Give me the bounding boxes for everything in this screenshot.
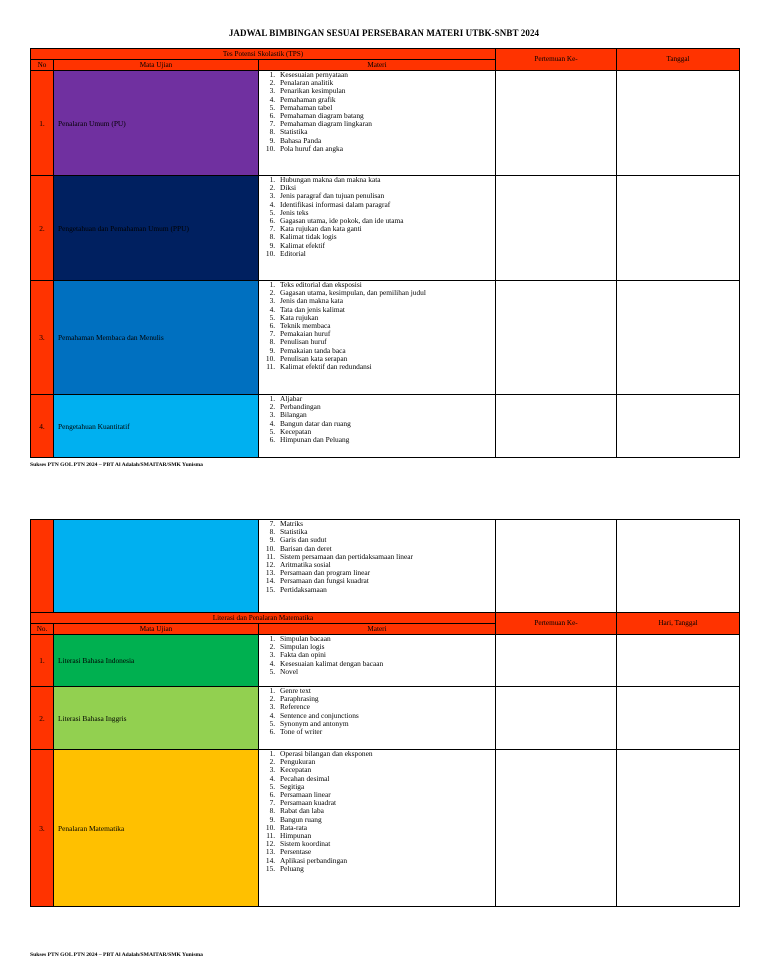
list-item: 2. Penalaran analitik xyxy=(277,79,495,87)
material-list-cell xyxy=(259,520,496,613)
meeting-cell xyxy=(496,71,617,176)
date-cell xyxy=(617,750,740,907)
list-item: 3. Bilangan xyxy=(277,411,495,419)
list-item: 5. Pemahaman tabel xyxy=(277,104,495,112)
list-item: 2. Diksi xyxy=(277,184,495,192)
table-row xyxy=(31,750,740,907)
list-item: 11. Sistem persamaan dan pertidaksamaan linear xyxy=(277,553,495,561)
list-item: 2. Simpulan logis xyxy=(277,643,495,651)
material-list-cell xyxy=(259,750,496,907)
list-item: 8. Penulisan huruf xyxy=(277,338,495,346)
subject-cell: Pemahaman Membaca dan Menulis xyxy=(54,281,259,395)
list-item: 6. Persamaan linear xyxy=(277,791,495,799)
list-item: 15. Peluang xyxy=(277,865,495,873)
list-item: 8. Statistika xyxy=(277,128,495,136)
list-item: 7. Kata rujukan dan kata ganti xyxy=(277,225,495,233)
list-item: 5. Kecepatan xyxy=(277,428,495,436)
list-item: 1. Aljabar xyxy=(277,395,495,403)
date-cell xyxy=(617,71,740,176)
date-cell xyxy=(617,395,740,458)
list-item: 5. Kata rujukan xyxy=(277,314,495,322)
meeting-cell xyxy=(496,687,617,750)
list-item: 10. Pola huruf dan angka xyxy=(277,145,495,153)
material-list-cell xyxy=(259,176,496,281)
list-item: 9. Kalimat efektif xyxy=(277,242,495,250)
list-item: 6. Pemahaman diagram batang xyxy=(277,112,495,120)
list-item: 9. Bangun ruang xyxy=(277,816,495,824)
list-item: 4. Identifikasi informasi dalam paragraf xyxy=(277,201,495,209)
list-item: 13. Persamaan dan program linear xyxy=(277,569,495,577)
date-column-header: Hari, Tanggal xyxy=(617,613,740,635)
table-row xyxy=(31,395,740,458)
list-item: 1. Teks editorial dan eksposisi xyxy=(277,281,495,289)
no-column-header: No xyxy=(31,60,54,71)
list-item: 1. Simpulan bacaan xyxy=(277,635,495,643)
lpm-section-header: Literasi dan Penalaran Matematika xyxy=(31,613,496,624)
row-number-cell: 3. xyxy=(31,750,54,907)
list-item: 10. Penulisan kata serapan xyxy=(277,355,495,363)
list-item: 3. Reference xyxy=(277,703,495,711)
list-item: 9. Pemakaian tanda baca xyxy=(277,347,495,355)
page-footer: Sukses PTN GOL PTN 2024 – PBT Al Adalah/SMAITAR/SMK Yunisma xyxy=(30,462,203,468)
row-number-cell: 1. xyxy=(31,71,54,176)
list-item: 4. Bangun datar dan ruang xyxy=(277,420,495,428)
meeting-column-header: Pertemuan Ke- xyxy=(496,613,617,635)
material-list-cell xyxy=(259,395,496,458)
list-item: 3. Penarikan kesimpulan xyxy=(277,87,495,95)
table-row xyxy=(31,71,740,176)
row-number-cell: 4. xyxy=(31,395,54,458)
list-item: 2. Pengukuran xyxy=(277,758,495,766)
list-item: 10. Barisan dan deret xyxy=(277,545,495,553)
subject-cell: Pengetahuan Kuantitatif xyxy=(54,395,259,458)
list-item: 14. Aplikasi perbandingan xyxy=(277,857,495,865)
list-item: 4. Pemahaman grafik xyxy=(277,96,495,104)
table-row xyxy=(31,176,740,281)
list-item: 6. Himpunan dan Peluang xyxy=(277,436,495,444)
list-item: 12. Sistem koordinat xyxy=(277,840,495,848)
meeting-cell xyxy=(496,176,617,281)
list-item: 1. Genre text xyxy=(277,687,495,695)
table-row xyxy=(31,687,740,750)
list-item: 4. Sentence and conjunctions xyxy=(277,712,495,720)
subject-cell: Penalaran Umum (PU) xyxy=(54,71,259,176)
row-number-cell: 2. xyxy=(31,687,54,750)
material-list-cell xyxy=(259,687,496,750)
subject-column-header: Mata Ujian xyxy=(54,60,259,71)
list-item: 8. Kalimat tidak logis xyxy=(277,233,495,241)
list-item: 10. Editorial xyxy=(277,250,495,258)
page-footer: Sukses PTN GOL PTN 2024 – PBT Al Adalah/SMAITAR/SMK Yunisma xyxy=(30,952,203,958)
list-item: 5. Novel xyxy=(277,668,495,676)
list-item: 9. Garis dan sudut xyxy=(277,536,495,544)
list-item: 8. Rabat dan laba xyxy=(277,807,495,815)
list-item: 5. Jenis teks xyxy=(277,209,495,217)
list-item: 6. Tone of writer xyxy=(277,728,495,736)
meeting-cell xyxy=(496,281,617,395)
list-item: 5. Synonym and antonym xyxy=(277,720,495,728)
list-item: 6. Teknik membaca xyxy=(277,322,495,330)
no-column-header: No. xyxy=(31,624,54,635)
meeting-column-header: Pertemuan Ke- xyxy=(496,49,617,71)
list-item: 6. Gagasan utama, ide pokok, dan ide utama xyxy=(277,217,495,225)
list-item: 4. Tata dan jenis kalimat xyxy=(277,306,495,314)
list-item: 10. Rata-rata xyxy=(277,824,495,832)
list-item: 4. Kesesuaian kalimat dengan bacaan xyxy=(277,660,495,668)
tps-schedule-table xyxy=(30,48,740,458)
meeting-cell xyxy=(496,520,617,613)
table-row xyxy=(31,635,740,687)
list-item: 2. Perbandingan xyxy=(277,403,495,411)
material-column-header: Materi xyxy=(259,624,496,635)
list-item: 1. Operasi bilangan dan eksponen xyxy=(277,750,495,758)
subject-cell: Literasi Bahasa Indonesia xyxy=(54,635,259,687)
row-number-cell: 2. xyxy=(31,176,54,281)
subject-cell xyxy=(54,520,259,613)
list-item: 9. Bahasa Panda xyxy=(277,137,495,145)
list-item: 12. Aritmatika sosial xyxy=(277,561,495,569)
list-item: 7. Pemakaian huruf xyxy=(277,330,495,338)
meeting-cell xyxy=(496,395,617,458)
list-item: 5. Segitiga xyxy=(277,783,495,791)
list-item: 3. Fakta dan opini xyxy=(277,651,495,659)
material-list-cell xyxy=(259,281,496,395)
row-number-cell xyxy=(31,520,54,613)
meeting-cell xyxy=(496,635,617,687)
page-title: JADWAL BIMBINGAN SESUAI PERSEBARAN MATERI UTBK-SNBT 2024 xyxy=(228,28,540,38)
subject-cell: Pengetahuan dan Pemahaman Umum (PPU) xyxy=(54,176,259,281)
list-item: 11. Kalimat efektif dan redundansi xyxy=(277,363,495,371)
subject-cell: Literasi Bahasa Inggris xyxy=(54,687,259,750)
list-item: 1. Hubungan makna dan makna kata xyxy=(277,176,495,184)
list-item: 7. Matriks xyxy=(277,520,495,528)
list-item: 3. Jenis dan makna kata xyxy=(277,297,495,305)
list-item: 4. Pecahan desimal xyxy=(277,775,495,783)
list-item: 11. Himpunan xyxy=(277,832,495,840)
date-cell xyxy=(617,635,740,687)
list-item: 15. Pertidaksamaan xyxy=(277,586,495,594)
lpm-schedule-table xyxy=(30,519,740,907)
list-item: 7. Persamaan kuadrat xyxy=(277,799,495,807)
row-number-cell: 1. xyxy=(31,635,54,687)
list-item: 14. Persamaan dan fungsi kuadrat xyxy=(277,577,495,585)
table-row xyxy=(31,281,740,395)
list-item: 8. Statistika xyxy=(277,528,495,536)
row-number-cell: 3. xyxy=(31,281,54,395)
table-row xyxy=(31,520,740,613)
list-item: 3. Kecepatan xyxy=(277,766,495,774)
list-item: 1. Kesesuaian pernyataan xyxy=(277,71,495,79)
subject-cell: Penalaran Matematika xyxy=(54,750,259,907)
meeting-cell xyxy=(496,750,617,907)
date-column-header: Tanggal xyxy=(617,49,740,71)
list-item: 2. Paraphrasing xyxy=(277,695,495,703)
material-column-header: Materi xyxy=(259,60,496,71)
list-item: 2. Gagasan utama, kesimpulan, dan pemilihan judul xyxy=(277,289,495,297)
date-cell xyxy=(617,520,740,613)
list-item: 3. Jenis paragraf dan tujuan penulisan xyxy=(277,192,495,200)
date-cell xyxy=(617,687,740,750)
list-item: 13. Persentase xyxy=(277,848,495,856)
list-item: 7. Pemahaman diagram lingkaran xyxy=(277,120,495,128)
tps-section-header: Tes Potensi Skolastik (TPS) xyxy=(31,49,496,60)
date-cell xyxy=(617,176,740,281)
subject-column-header: Mata Ujian xyxy=(54,624,259,635)
material-list-cell xyxy=(259,635,496,687)
date-cell xyxy=(617,281,740,395)
material-list-cell xyxy=(259,71,496,176)
